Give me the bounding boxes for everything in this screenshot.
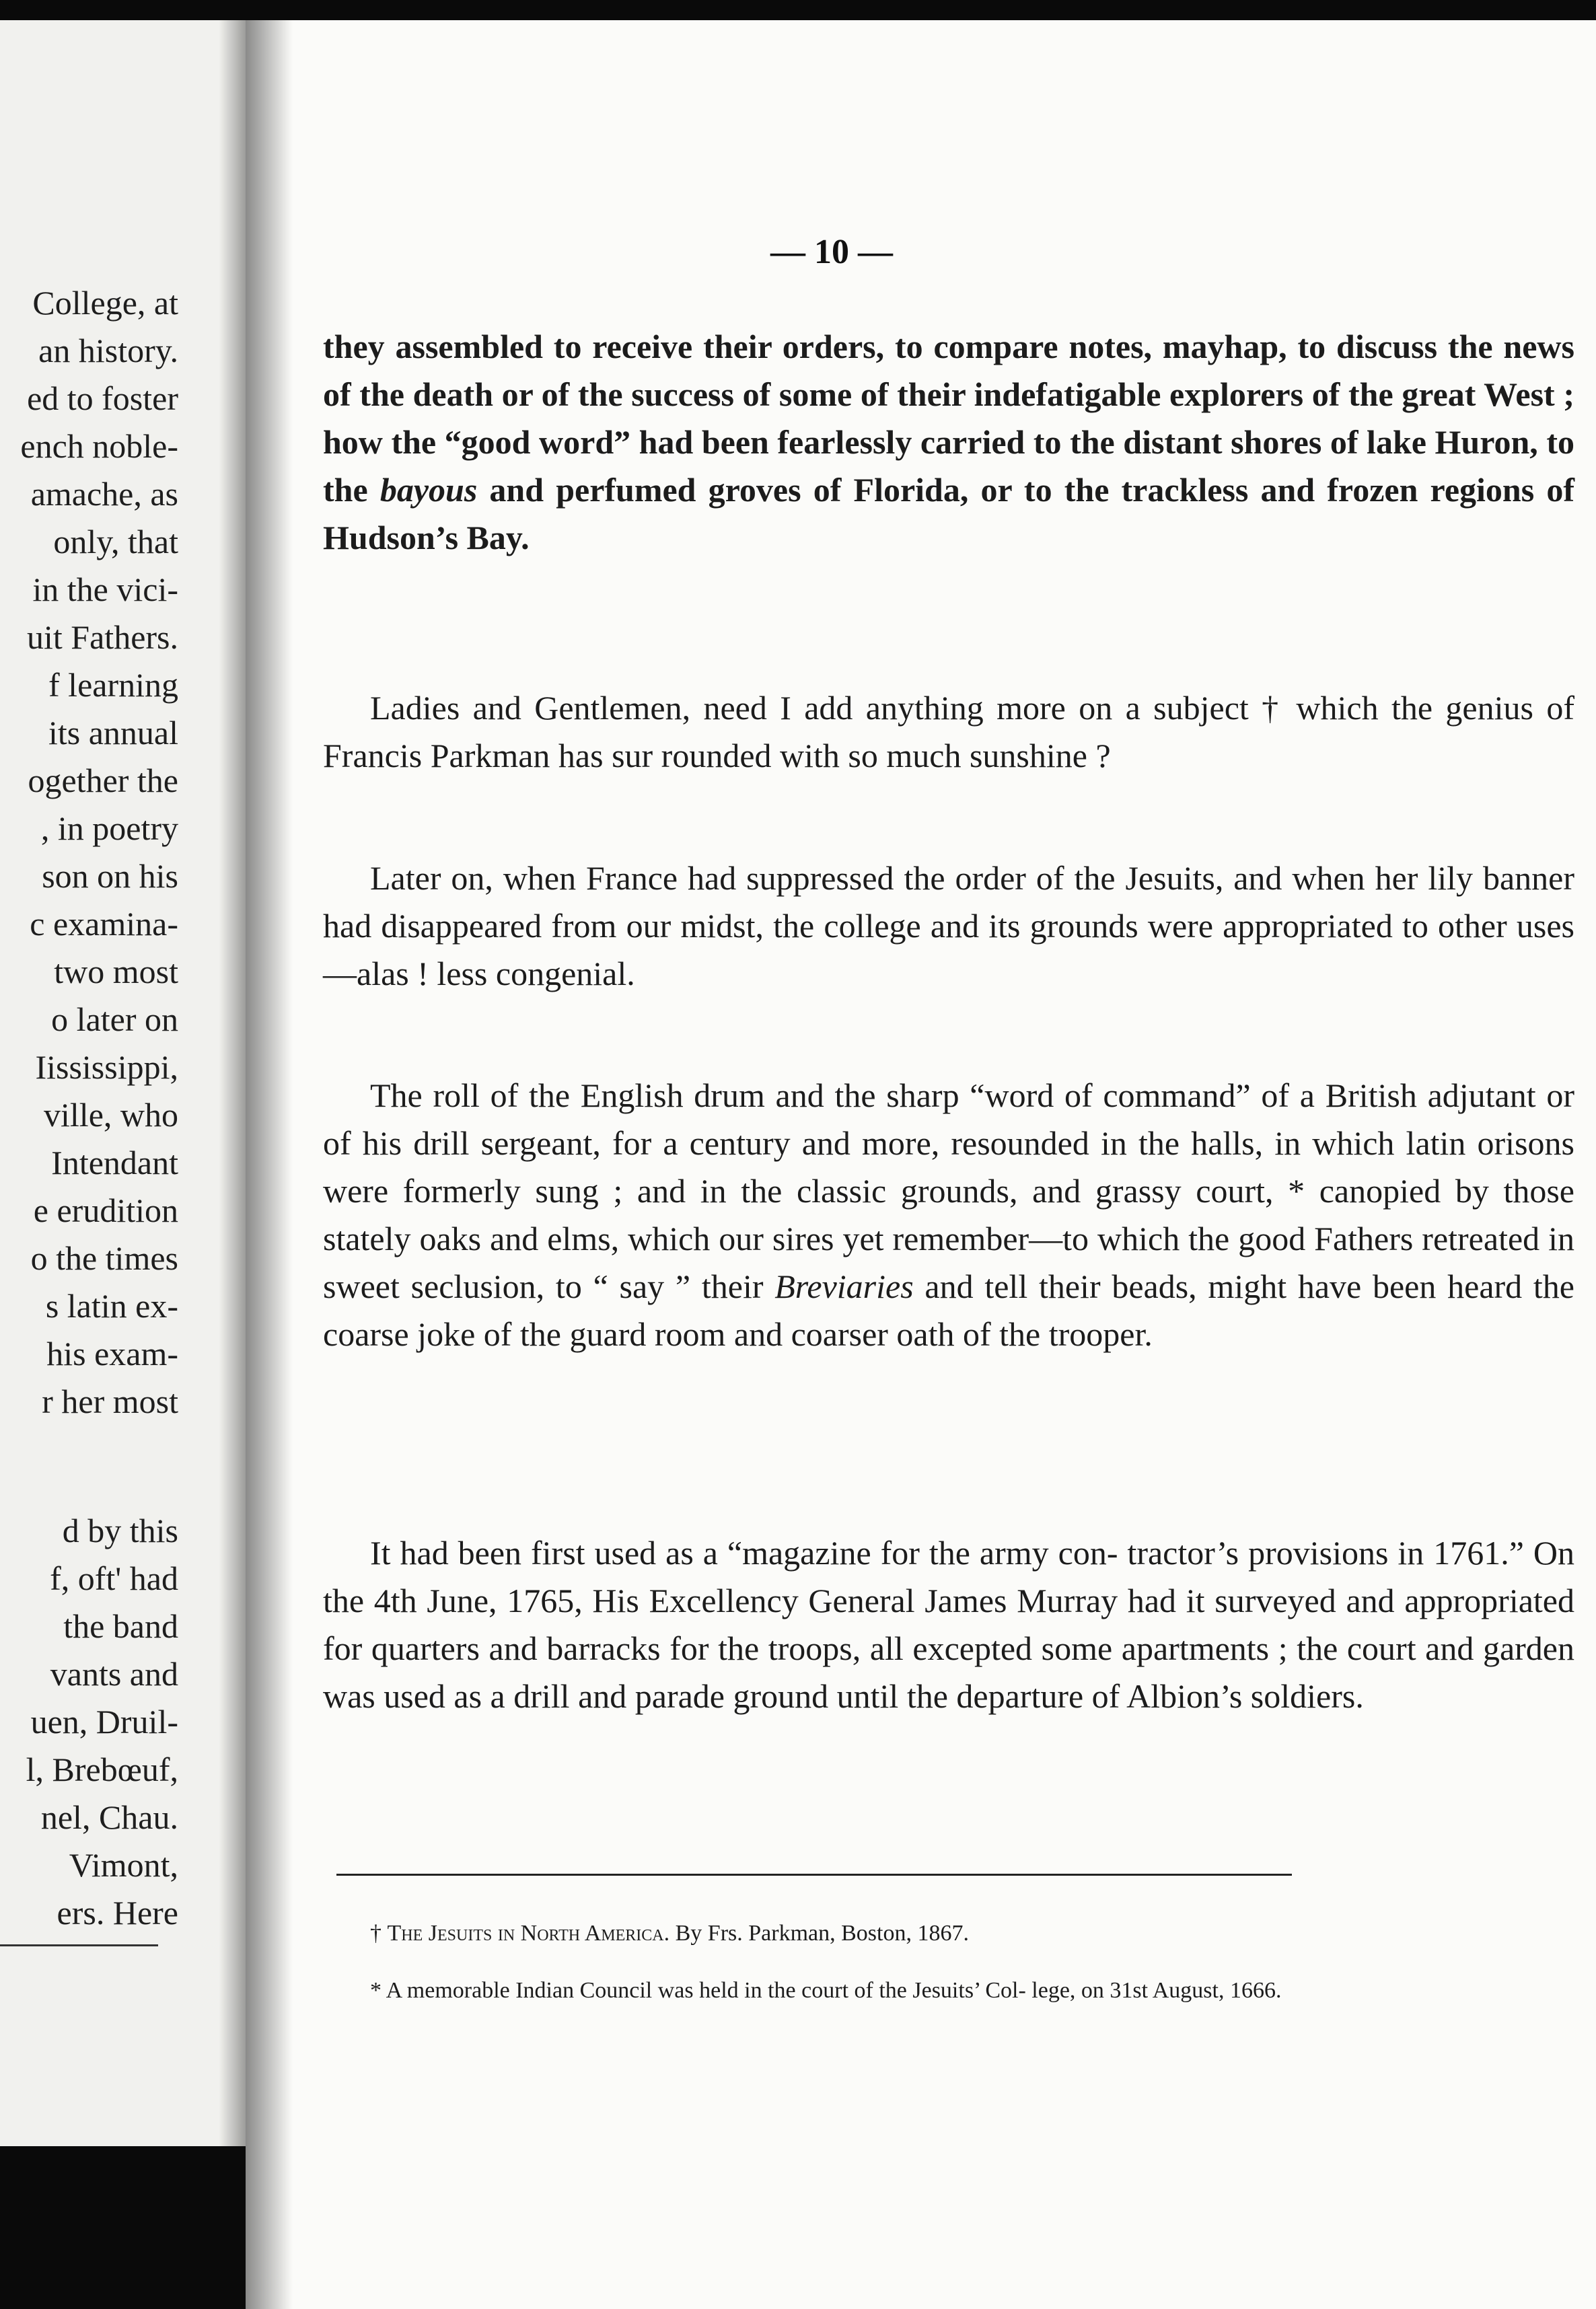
left-page-line: an history. [38, 332, 178, 369]
left-page-line: only, that [53, 523, 178, 560]
page-number: — 10 — [770, 233, 893, 271]
left-page-line: ville, who [44, 1096, 178, 1134]
left-page-line: d by this [62, 1512, 178, 1549]
left-page-line: s latin ex- [45, 1287, 178, 1325]
left-page-footnote-rule [0, 1944, 158, 1946]
paragraph-4-end: and tell their beads, might have been heard the coarse joke of the guard room and coarser oath of the trooper. [323, 1268, 1574, 1353]
left-page-line: o the times [30, 1239, 178, 1277]
left-page-line: l, Brebœuf, [26, 1751, 178, 1788]
paragraph-4-italic: Breviaries [774, 1268, 914, 1305]
left-page-line: f, oft' had [50, 1560, 178, 1597]
paragraph-1 [323, 323, 1574, 562]
left-page-line: , in poetry [40, 809, 178, 847]
right-page [246, 20, 1596, 2309]
left-page-line: Vimont, [69, 1846, 178, 1884]
right-gutter-shadow [246, 20, 293, 2309]
footnote-2: * A memorable Indian Council was held in the court of the Jesuits’ Col- lege, on 31st August, 1666. [370, 1978, 1282, 2003]
left-page-line: r her most [42, 1383, 178, 1420]
left-page-line: son on his [42, 857, 178, 895]
left-page-line: c examina- [30, 905, 178, 943]
left-page-line: vants and [50, 1655, 178, 1693]
left-page-line: Intendant [51, 1144, 178, 1181]
footnote-1 [323, 1917, 1554, 1950]
paragraph-1-text: they assembled to receive their orders, to compare notes, mayhap, to discuss the news of the death or of the success of some of their indefatigable explorers of the great West ; how the “good word” had been fearlessly carried to the distant shores of lake Huron, to the [323, 328, 1574, 509]
left-page-line: uen, Druil- [30, 1703, 178, 1740]
left-page-line: two most [54, 953, 178, 990]
left-page-line: College, at [32, 284, 178, 322]
paragraph-1-italic: bayous [379, 471, 478, 509]
footnote-1-title: The Jesuits in North America. [387, 1921, 670, 1946]
left-page-line: e erudition [33, 1192, 178, 1229]
paragraph-3: Later on, when France had suppressed the order of the Jesuits, and when her lily banner had disappeared from our midst, the college and its grounds were appropriated to other uses—alas ! less congenial. [323, 859, 1574, 992]
left-page-line: ench noble- [20, 427, 178, 465]
left-page-line: its annual [48, 714, 178, 752]
left-page-line: o later on [51, 1000, 178, 1038]
left-page-line: amache, as [30, 475, 178, 513]
left-page-line: Iississippi, [35, 1048, 178, 1086]
left-page-line: in the vici- [32, 571, 178, 608]
left-page-line: ers. Here [57, 1894, 178, 1932]
paragraph-4 [323, 1072, 1574, 1358]
paragraph-1-end: and perfumed groves of Florida, or to the trackless and frozen regions of Hudson’s Bay. [323, 471, 1574, 556]
left-page [0, 20, 246, 2146]
footnote-1-mark: † [370, 1921, 388, 1946]
paragraph-4-text: The roll of the English drum and the sharp “word of command” of a British adjutant or of his drill sergeant, for a century and more, resounded in the halls, in which latin orisons were formerly sung ; and in the classic grounds, and grassy court, * canopied by those stately oaks and elms, which our sires yet remember—to which the good Fathers retreated in sweet seclusion, to “ say ” their [323, 1076, 1574, 1305]
left-page-line: nel, Chau. [40, 1798, 178, 1836]
left-page-line: his exam- [46, 1335, 178, 1372]
left-page-line: ogether the [28, 762, 178, 799]
left-page-line: f learning [48, 666, 178, 704]
left-page-line: uit Fathers. [27, 618, 178, 656]
left-page-line: the band [63, 1607, 178, 1645]
left-gutter-shadow [219, 20, 246, 2146]
footnote-1-rest: By Frs. Parkman, Boston, 1867. [669, 1921, 969, 1946]
footnote-rule [336, 1874, 1292, 1876]
paragraph-2: Ladies and Gentlemen, need I add anything more on a subject † which the genius of Francis Parkman has sur rounded with so much sunshine ? [323, 689, 1574, 774]
paragraph-5: It had been first used as a “magazine for the army con- tractor’s provisions in 1761.” On the 4th June, 1765, His Excellency General James Murray had it surveyed and appropriated for quarters and barracks for the troops, all excepted some apartments ; the court and garden was used as a drill and parade ground until the departure of Albion’s soldiers. [323, 1534, 1574, 1715]
left-page-line: ed to foster [27, 379, 178, 417]
